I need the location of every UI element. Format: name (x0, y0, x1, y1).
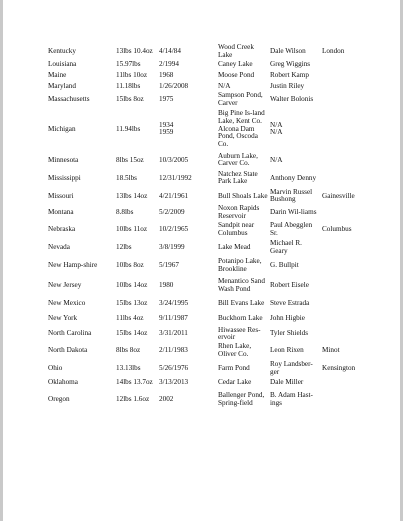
state-cell: New Hamp-shire (48, 260, 98, 269)
table-row (47, 44, 363, 59)
location-cell: Auburn Lake, Carver Co. (218, 151, 258, 168)
table-row (47, 92, 363, 107)
angler-cell: B. Adam Hast-ings (270, 391, 313, 407)
weight-cell: 10lbs 11oz (116, 224, 148, 233)
town-cell: Minot (322, 345, 340, 354)
location-cell: Potanipo Lake, Brookline (218, 256, 262, 273)
weight-cell: 8lbs 15oz (116, 155, 144, 164)
date-cell: 2/1994 (159, 59, 179, 68)
town-cell (321, 205, 363, 220)
angler-cell: Steve Estrada (270, 299, 310, 308)
angler-cell: Anthony Denny (270, 173, 317, 182)
town-cell: Gainesville (322, 191, 355, 200)
state-cell: Maine (48, 70, 67, 79)
town-cell (321, 59, 363, 70)
table-row (47, 70, 363, 81)
table-row (47, 239, 363, 257)
location-cell: Rhen Lake, Oliver Co. (218, 342, 252, 358)
table-row (47, 389, 363, 411)
location-cell: Noxon Rapids Reservoir (218, 204, 260, 220)
table-row (47, 187, 363, 205)
town-cell (321, 297, 363, 312)
table-row (47, 151, 363, 169)
angler-cell: Dale Miller (270, 378, 304, 387)
weight-cell: 13.13lbs (116, 363, 141, 372)
weight-cell: 11.18lbs (116, 81, 141, 90)
table-row (47, 275, 363, 297)
records-table (47, 44, 363, 411)
table-row (47, 342, 363, 360)
angler-cell: Robert Eisele (270, 280, 309, 289)
date-cell: 3/13/2013 (159, 378, 189, 387)
state-cell: Ohio (48, 363, 63, 372)
angler-cell: N/A (270, 155, 283, 164)
town-cell (321, 389, 363, 411)
town-cell (321, 70, 363, 81)
weight-cell: 14lbs 13.7oz (116, 378, 153, 387)
date-cell: 1968 (159, 70, 174, 79)
weight-cell: 15lbs 13oz (116, 299, 148, 308)
town-cell (321, 169, 363, 187)
state-cell: North Carolina (48, 329, 92, 338)
location-cell: Buckhorn Lake (218, 314, 263, 323)
date-cell: 1/26/2008 (159, 81, 189, 90)
angler-cell: Walter Bolonis (270, 94, 314, 103)
town-cell (321, 151, 363, 169)
state-cell: Maryland (48, 81, 76, 90)
weight-cell: 12lbs (116, 242, 132, 251)
state-cell: Oklahoma (48, 378, 78, 387)
table-row (47, 297, 363, 312)
weight-cell: 11lbs 4oz (116, 314, 144, 323)
weight-cell: 15lbs 8oz (116, 94, 144, 103)
location-cell: Bull Shoals Lake (218, 191, 268, 200)
table-row (47, 59, 363, 70)
table-row (47, 221, 363, 239)
location-cell: Cedar Lake (218, 378, 252, 387)
weight-cell: 10lbs 8oz (116, 260, 144, 269)
location-cell: Big Pine Is-land Lake, Kent Co. Alcona Dam Pond, Oscoda Co. (218, 109, 265, 148)
date-cell: 3/8/1999 (159, 242, 185, 251)
weight-cell: 13lbs 10.4oz (116, 46, 153, 55)
date-cell: 3/24/1995 (159, 299, 189, 308)
location-cell: Hiwassee Res-ervoir (218, 325, 261, 342)
table-row (47, 378, 363, 389)
state-cell: Minnesota (48, 155, 79, 164)
angler-cell: Roy Landsber-ger (270, 360, 313, 376)
state-cell: Oregon (48, 394, 70, 403)
state-cell: New Mexico (48, 299, 86, 308)
location-cell: Lake Mead (218, 242, 251, 251)
town-cell (321, 312, 363, 327)
table-row (47, 107, 363, 151)
state-cell: Mississippi (48, 173, 81, 182)
angler-cell: Leon Rixen (270, 345, 304, 354)
state-cell: Montana (48, 208, 74, 217)
state-cell: Michigan (48, 124, 76, 133)
angler-cell: Robert Kamp (270, 70, 309, 79)
location-cell: Natchez State Park Lake (218, 169, 258, 186)
records-table-body (47, 44, 363, 411)
state-cell: Missouri (48, 191, 74, 200)
date-cell: 4/21/1961 (159, 191, 189, 200)
angler-cell: G. Bullpit (270, 260, 299, 269)
angler-cell: Greg Wiggins (270, 59, 311, 68)
date-cell: 5/26/1976 (159, 363, 189, 372)
location-cell: Moose Pond (218, 70, 255, 79)
table-row (47, 205, 363, 220)
state-cell: New York (48, 314, 78, 323)
date-cell: 2/11/1983 (159, 345, 188, 354)
state-cell: New Jersey (48, 280, 82, 289)
date-cell: 10/3/2005 (159, 155, 189, 164)
weight-cell: 11lbs 10oz (116, 70, 148, 79)
state-cell: Nebraska (48, 224, 76, 233)
weight-cell: 18.5lbs (116, 173, 137, 182)
town-cell (321, 81, 363, 92)
angler-cell: Tyler Shields (270, 329, 309, 338)
angler-cell: Justin Riley (270, 81, 305, 90)
state-cell: Kentucky (48, 46, 76, 55)
date-cell: 3/31/2011 (159, 329, 188, 338)
angler-cell: Paul Abegglen Sr. (270, 220, 313, 237)
date-cell: 1975 (159, 94, 174, 103)
location-cell: Menantico Sand Wash Pond (218, 276, 265, 293)
angler-cell: Darin Wil-liams (270, 208, 317, 217)
date-cell: 2002 (159, 394, 174, 403)
location-cell: Bill Evans Lake (218, 299, 265, 308)
town-cell (321, 327, 363, 342)
date-cell: 9/11/1987 (159, 314, 188, 323)
table-row (47, 312, 363, 327)
table-row (47, 327, 363, 342)
date-cell: 10/2/1965 (159, 224, 189, 233)
town-cell (321, 92, 363, 107)
weight-cell: 8.8lbs (116, 208, 134, 217)
date-cell: 4/14/84 (159, 46, 181, 55)
state-cell: Massachusetts (48, 94, 90, 103)
angler-cell: N/A N/A (270, 120, 283, 137)
location-cell: Caney Lake (218, 59, 253, 68)
location-cell: Sandpit near Columbus (218, 220, 255, 237)
weight-cell: 15lbs 14oz (116, 329, 148, 338)
weight-cell: 13lbs 14oz (116, 191, 148, 200)
state-cell: Nevada (48, 242, 70, 251)
angler-cell: Michael R. Geary (270, 238, 302, 255)
date-cell: 1980 (159, 280, 174, 289)
weight-cell: 11.94lbs (116, 124, 141, 133)
location-cell: Sampson Pond, Carver (218, 91, 263, 107)
weight-cell: 12lbs 1.6oz (116, 394, 150, 403)
location-cell: Ballenger Pond, Spring-field (218, 391, 265, 407)
table-row (47, 169, 363, 187)
state-cell: Louisiana (48, 59, 77, 68)
town-cell: Kensington (322, 363, 356, 372)
angler-cell: Marvin Russel Bushong (270, 187, 313, 204)
town-cell (321, 275, 363, 297)
location-cell: N/A (218, 81, 231, 90)
town-cell (321, 107, 363, 151)
table-row (47, 257, 363, 275)
date-cell: 5/1967 (159, 260, 179, 269)
weight-cell: 15.97lbs (116, 59, 141, 68)
weight-cell: 10lbs 14oz (116, 280, 148, 289)
state-cell: North Dakota (48, 345, 88, 354)
table-row (47, 81, 363, 92)
angler-cell: Dale Wilson (270, 46, 306, 55)
document-page (3, 0, 400, 521)
angler-cell: John Higbie (270, 314, 305, 323)
town-cell (321, 378, 363, 389)
town-cell: Columbus (322, 224, 352, 233)
date-cell: 5/2/2009 (159, 208, 185, 217)
table-row (47, 360, 363, 378)
location-cell: Farm Pond (218, 363, 250, 372)
date-cell: 12/31/1992 (159, 173, 192, 182)
date-cell: 1934 1959 (159, 120, 174, 137)
town-cell: London (322, 46, 345, 55)
weight-cell: 8lbs 8oz (116, 345, 141, 354)
location-cell: Wood Creek Lake (218, 43, 254, 59)
town-cell (321, 239, 363, 257)
town-cell (321, 257, 363, 275)
